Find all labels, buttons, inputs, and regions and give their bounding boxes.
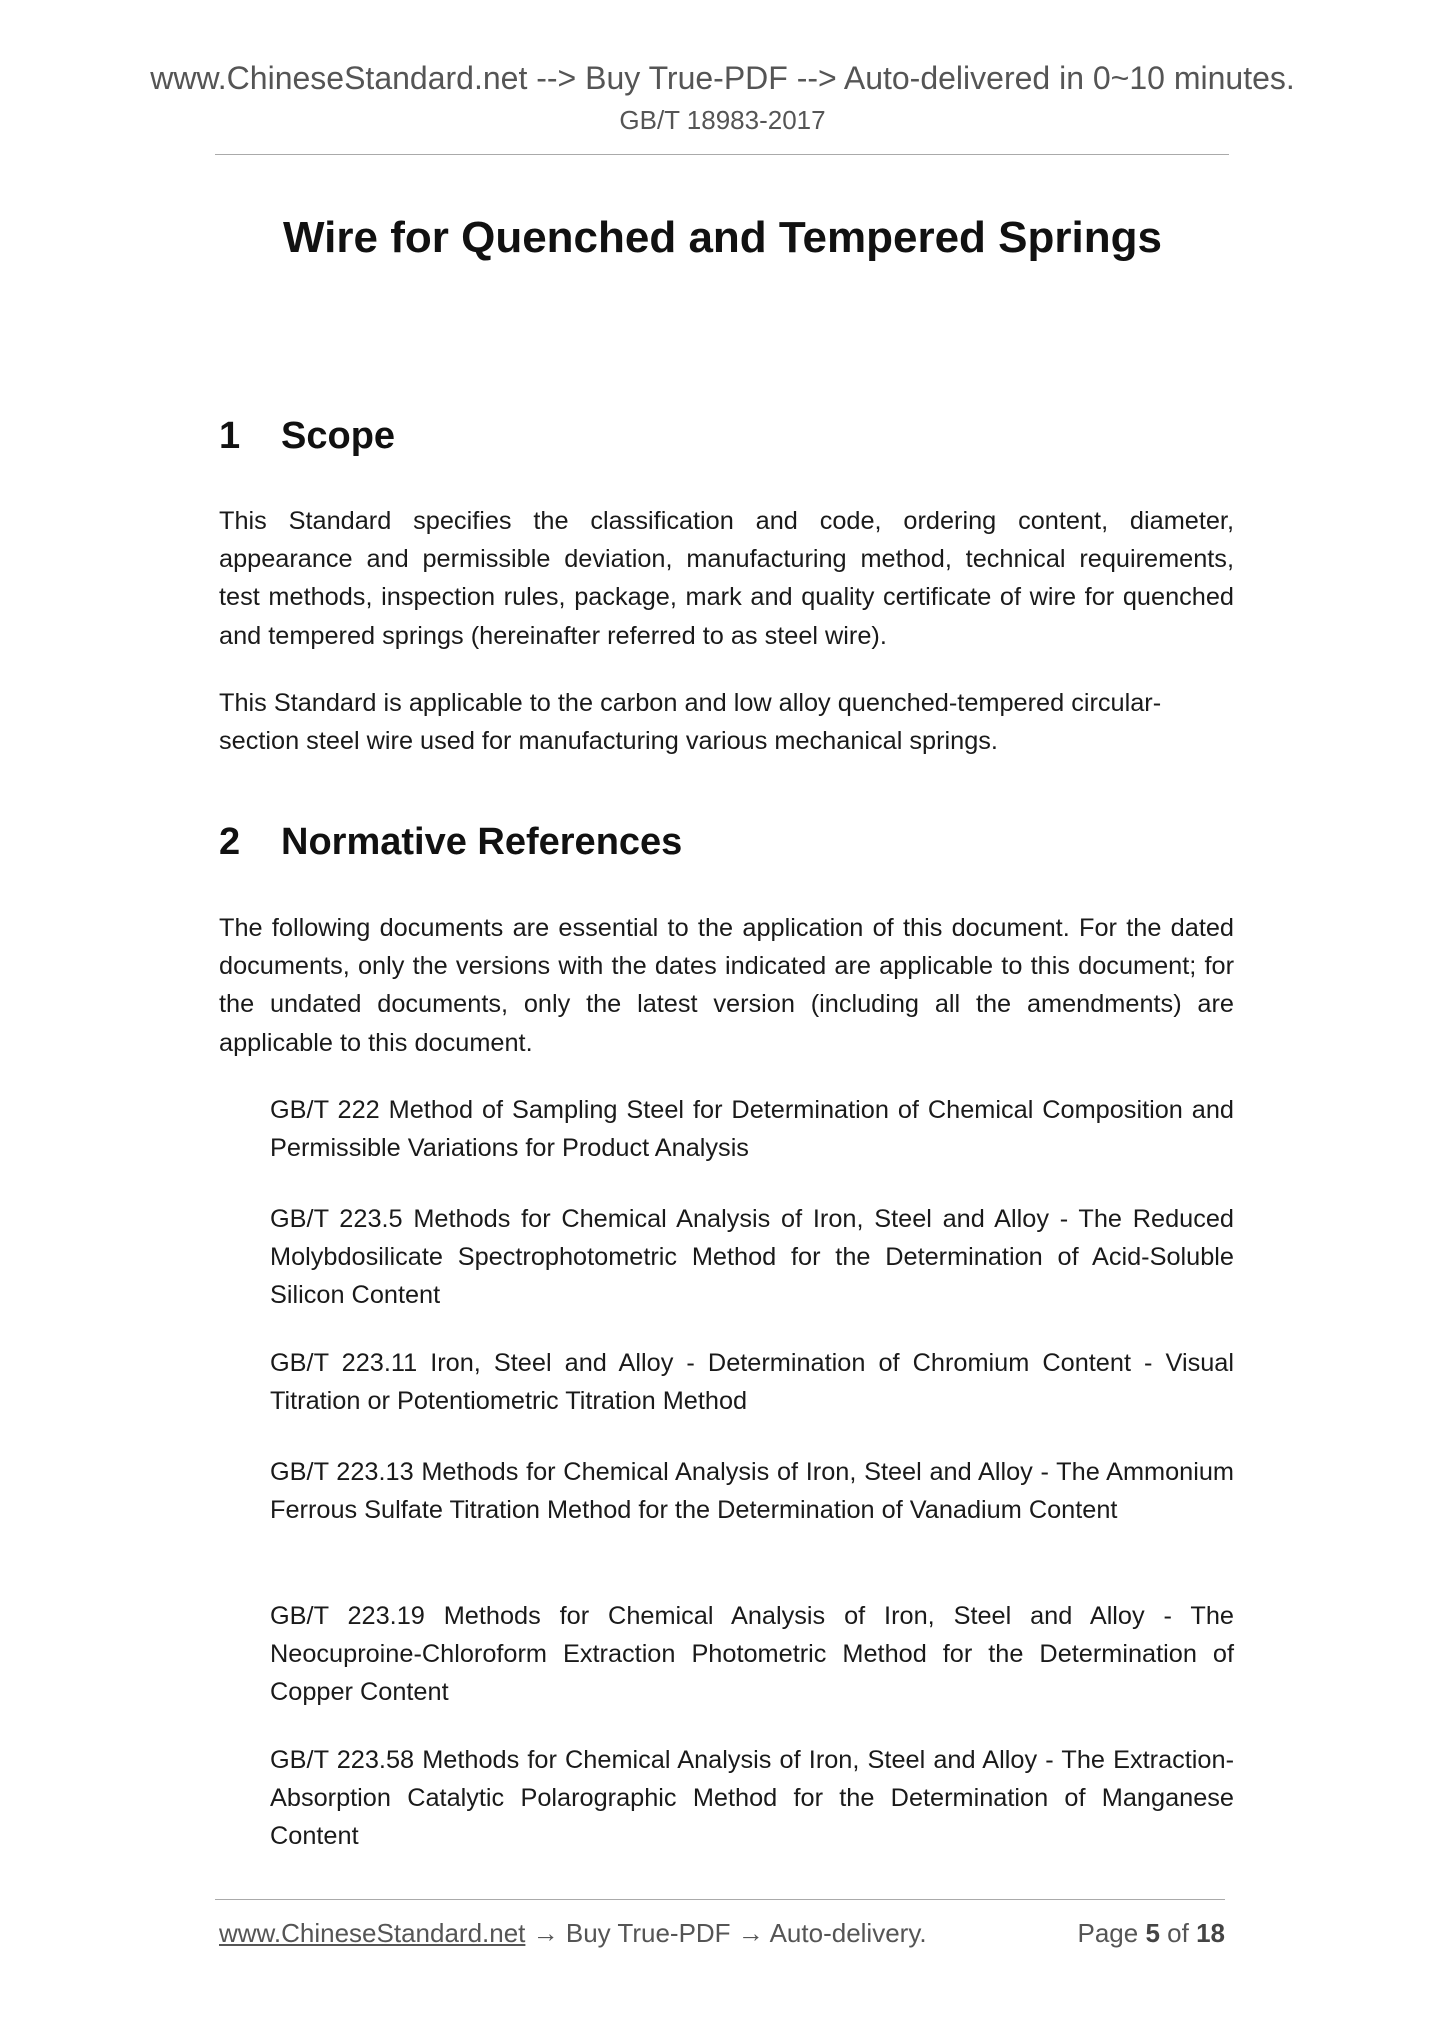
header-standard-number: GB/T 18983-2017 bbox=[619, 105, 826, 135]
section-title: Normative References bbox=[281, 821, 683, 863]
reference-item: GB/T 223.13 Methods for Chemical Analysis of Iron, Steel and Alloy - The Ammonium Ferrous Sulfate Titration Method for the Determination of Vanadium Content bbox=[270, 1458, 1234, 1525]
footer-delivery-text: Auto-delivery. bbox=[769, 1918, 927, 1948]
page-total: 18 bbox=[1196, 1918, 1225, 1948]
scope-paragraph: This Standard specifies the classification and code, ordering content, diameter, appearance and permissible deviation, manufacturing method, technical requirements, test methods, inspection rules, package, mark and quality certificate of wire for quenched and tempered springs (hereinafter referred to as steel wire). bbox=[219, 507, 1234, 650]
section-number: 1 bbox=[219, 415, 241, 457]
section-heading-normative-references bbox=[219, 818, 682, 866]
footer-site-link[interactable]: www.ChineseStandard.net bbox=[219, 1918, 526, 1948]
header-promo-text: www.ChineseStandard.net --> Buy True-PDF --> Auto-delivered in 0~10 minutes. bbox=[150, 60, 1295, 96]
reference-item: GB/T 223.58 Methods for Chemical Analysis of Iron, Steel and Alloy - The Extraction-Absorption Catalytic Polarographic Method for the Determination of Manganese Content bbox=[270, 1746, 1234, 1851]
page-of-label: of bbox=[1167, 1918, 1189, 1948]
scope-paragraph: This Standard is applicable to the carbon and low alloy quenched-tempered circular-section steel wire used for manufacturing various mechanical springs. bbox=[219, 689, 1162, 756]
section-number: 2 bbox=[219, 821, 241, 863]
arrow-right-icon: → bbox=[525, 1918, 566, 1948]
document-title: Wire for Quenched and Tempered Springs bbox=[283, 213, 1162, 262]
page-indicator bbox=[1050, 1916, 1225, 1950]
references-intro-paragraph: The following documents are essential to the application of this document. For the dated documents, only the versions with the dates indicated are applicable to this document; for the undated documents, only the latest version (including all the amendments) are applicable to this document. bbox=[219, 914, 1234, 1057]
footer-links bbox=[219, 1916, 927, 1950]
header-divider bbox=[215, 154, 1229, 155]
arrow-right-icon: → bbox=[730, 1918, 770, 1948]
page-label: Page bbox=[1077, 1918, 1139, 1948]
section-title: Scope bbox=[281, 415, 396, 457]
section-heading-scope bbox=[219, 412, 395, 460]
reference-item: GB/T 223.19 Methods for Chemical Analysis of Iron, Steel and Alloy - The Neocuproine-Chloroform Extraction Photometric Method for the Determination of Copper Content bbox=[270, 1602, 1234, 1707]
reference-item: GB/T 223.5 Methods for Chemical Analysis of Iron, Steel and Alloy - The Reduced Molybdosilicate Spectrophotometric Method for the Determination of Acid-Soluble Silicon Content bbox=[270, 1205, 1234, 1310]
page-current: 5 bbox=[1145, 1918, 1160, 1948]
footer-buy-text: Buy True-PDF bbox=[565, 1918, 731, 1948]
footer-divider bbox=[215, 1899, 1225, 1900]
reference-item: GB/T 223.11 Iron, Steel and Alloy - Determination of Chromium Content - Visual Titration or Potentiometric Titration Method bbox=[270, 1349, 1234, 1416]
reference-item: GB/T 222 Method of Sampling Steel for Determination of Chemical Composition and Permissible Variations for Product Analysis bbox=[270, 1096, 1234, 1163]
